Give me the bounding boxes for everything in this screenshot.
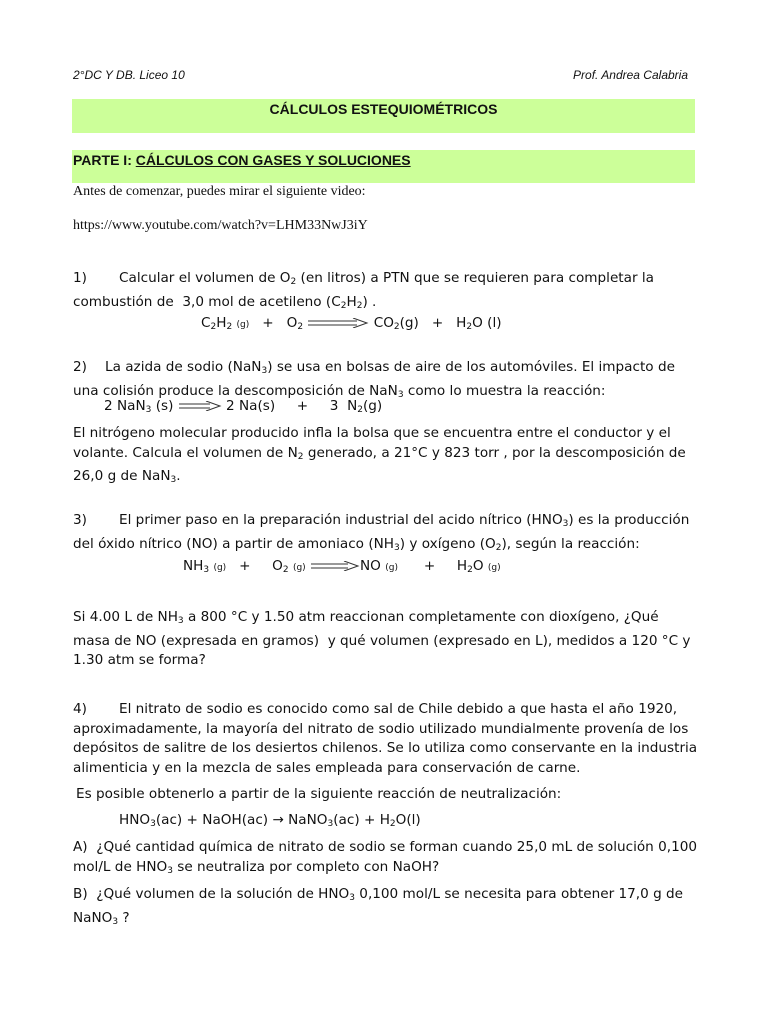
question-3-text: Si 4.00 L de $NH_3$ a 800 °C y 1.50 atm reaccionan completamente con dioxígeno, ¿Qué masa de NO (expresada en gramos) y qué volumen (expresado en L), medidos a 120 °C y 1.30 atm se forma? xyxy=(73,609,691,668)
equation-3: $NH_3$ (g) + $O_2$ (g) NO (g) + $H_2O$ (g) xyxy=(183,558,501,575)
part1-title: CÁLCULOS CON GASES Y SOLUCIONES xyxy=(135,152,411,168)
equation-4: $HNO_3(ac)$ + NaOH(ac) → NaNO$_3$(ac) + $H_2O(l)$ xyxy=(119,812,421,829)
question-2: 2) La azida de sodio (NaN$_3$) se usa en bolsas de aire de los automóviles. El impacto de una colisión produce la descomposición de NaN$_3$ como lo muestra la reacción: xyxy=(73,359,675,400)
question-4 xyxy=(73,700,698,778)
header-teacher: Prof. Andrea Calabria xyxy=(573,68,688,82)
document-title: CÁLCULOS ESTEQUIOMÉTRICOS xyxy=(269,101,498,117)
question-4a: A) ¿Qué cantidad química de nitrato de sodio se forman cuando 25,0 mL de solución 0,100 mol/L de $HNO_3$ se neutraliza por completo con NaOH? xyxy=(73,839,698,876)
question-2-text: El nitrógeno molecular producido infla la bolsa que se encuentra entre el conductor y el volante. Calcula el volumen de $N_2$ generado, a 21°C y 823 torr , por la descomposición de 26,0 g de NaN$_3$. xyxy=(73,425,686,485)
question-number: 3) xyxy=(73,512,87,528)
question-number: 1) xyxy=(73,270,87,286)
q4-reaction-intro: Es posible obtenerlo a partir de la siguiente reacción de neutralización: xyxy=(76,786,562,802)
equation-1: $C_2H_2$ (g) + $O_2$ $CO_2(g) + H_2O$ (l) xyxy=(201,315,502,332)
title-band xyxy=(72,99,695,133)
question-number: 2) xyxy=(73,359,87,375)
question-3: 3) El primer paso en la preparación industrial del acido nítrico $(HNO_3)$ es la producción del óxido nítrico (NO) a partir de amoniaco $(NH_3)$ y oxígeno $(O_2)$, según la reacción: xyxy=(73,512,690,553)
reaction-arrow-icon xyxy=(178,401,222,411)
part1-heading xyxy=(73,152,695,168)
header-course: 2°DC Y DB. Liceo 10 xyxy=(73,68,185,82)
part1-prefix: PARTE I: xyxy=(73,152,136,168)
question-number: 4) xyxy=(73,701,87,717)
intro-text: Antes de comenzar, puedes mirar el siguiente video: xyxy=(73,184,366,199)
q4-paragraph: El nitrato de sodio es conocido como sal de Chile debido a que hasta el año 1920, aproximadamente, la mayoría del nitrato de sodio utilizado mundialmente provenía de los depósitos de salitre de los desiertos chilenos. Se lo utiliza como conservante en la industria alimenticia y en la mezcla de sales empleada para conservación de carne. xyxy=(73,701,698,776)
video-link[interactable]: https://www.youtube.com/watch?v=LHM33NwJ3iY xyxy=(73,218,368,233)
reaction-arrow-icon xyxy=(310,561,360,571)
plus-sign: + xyxy=(431,315,444,331)
question-4b: B) ¿Qué volumen de la solución de $HNO_3$ 0,100 mol/L se necesita para obtener 17,0 g de NaNO$_3$ ? xyxy=(73,886,684,927)
reaction-arrow-icon xyxy=(307,318,369,328)
equation-2: 2 NaN$_3$ (s) 2 Na(s) + 3 $N_2(g)$ xyxy=(104,398,383,415)
water-state: (l) xyxy=(487,315,502,331)
question-1: 1) Calcular el volumen de $O_2$ (en litros) a PTN que se requieren para completar la combustión de 3,0 mol de acetileno $(C_2H_2)$ . xyxy=(73,270,654,311)
q2-paragraph: El nitrógeno molecular producido infla la bolsa que se encuentra entre el conductor y el volante. Calcula el volumen de N xyxy=(73,425,671,461)
part1-band xyxy=(72,150,695,183)
plus-sign: + xyxy=(262,315,274,331)
